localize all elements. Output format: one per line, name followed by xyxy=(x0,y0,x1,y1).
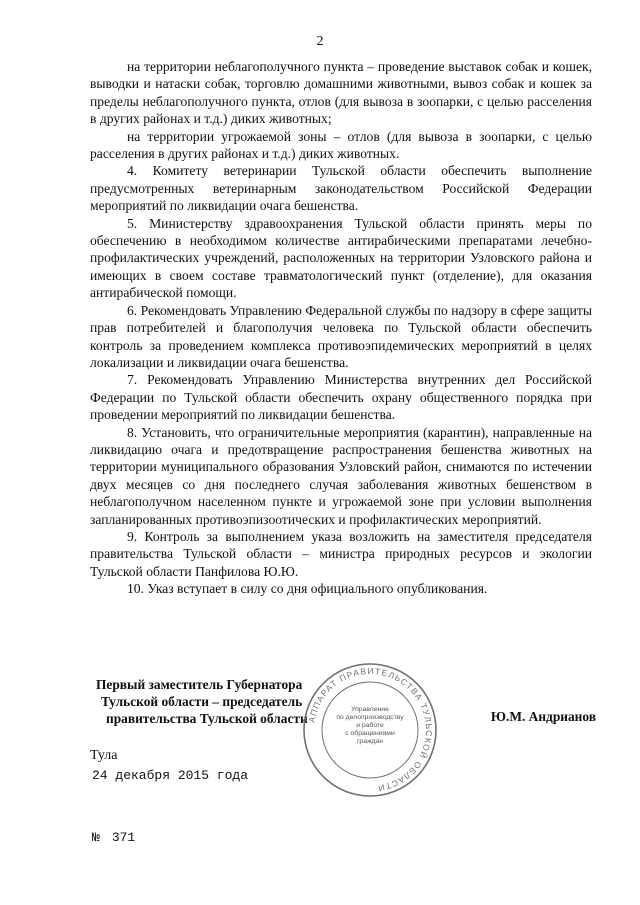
paragraph-item-8: 8. Установить, что ограничительные мероприятия (карантин), направленные на ликвидацию очага и предотвращение распространения бешенства животных на территории муниципального образования Узловский район, снимаются по истечении двух месяцев со дня последнего случая заболевания животных бешенством в неблагополучном населенном пункте и угрожаемой зоне при условии выполнения запланированных противоэпизоотических и профилактических мероприятий. xyxy=(90,424,592,527)
stamp-center-text xyxy=(330,706,410,746)
signatory-title-line: Тульской области – председатель xyxy=(101,694,303,709)
paragraph-item-6: 6. Рекомендовать Управлению Федеральной службы по надзору в сфере защиты прав потребителей и благополучия человека по Тульской области обеспечить контроль за проведением комплекса противоэпидемических мероприятий в целях локализации и ликвидации очага бешенства. xyxy=(90,302,592,370)
paragraph-item-10: 10. Указ вступает в силу со дня официального опубликования. xyxy=(127,581,488,597)
stamp-center-line: Управление xyxy=(351,706,389,713)
official-stamp xyxy=(300,660,440,800)
paragraph-item-4: 4. Комитету ветеринарии Тульской области обеспечить выполнение предусмотренных ветеринарным законодательством Российской Федерации мероприятий по ликвидации очага бешенства. xyxy=(90,163,592,214)
stamp-center-line: по делопроизводству xyxy=(336,714,404,721)
stamp-center-line: и работе xyxy=(356,722,384,729)
signatory-name: Ю.М. Андрианов xyxy=(490,709,596,724)
paragraph-item-9: 9. Контроль за выполнением указа возложить на заместителя председателя правительства Тульской области – министра природных ресурсов и экологии Тульской области Панфилова Ю.Ю. xyxy=(90,528,592,579)
stamp-ring-text: АППАРАТ ПРАВИТЕЛЬСТВА ТУЛЬСКОЙ ОБЛАСТИ xyxy=(306,665,435,794)
document-body xyxy=(90,58,592,598)
document-date: 24 декабря 2015 года xyxy=(92,768,249,783)
signatory-title-line: Первый заместитель Губернатора xyxy=(96,677,303,692)
page-number: 2 xyxy=(316,34,324,49)
stamp-center-line: с обращениями xyxy=(345,730,395,737)
signatory-title-line: правительства Тульской области xyxy=(106,711,308,726)
paragraph-item-5: 5. Министерству здравоохранения Тульской области принять меры по обеспечению в необходимом количестве антирабическими препаратами лечебно-профилактических учреждений, расположенных на территории Узловского района и имеющих в своем составе травматологический пункт (отделение), для оказания антирабической помощи. xyxy=(90,215,592,301)
document-number xyxy=(92,830,147,845)
paragraph-quarantine-threatened-zone: на территории угрожаемой зоны – отлов (для вывоза в зоопарки, с целью расселения в других районах и т.д.) диких животных. xyxy=(90,128,592,162)
place-of-signing: Тула xyxy=(90,748,118,763)
paragraph-quarantine-outbreak-area: на территории неблагополучного пункта – проведение выставок собак и кошек, выводки и натаски собак, торговлю домашними животными, вывоз собак и кошек за пределы неблагополучного пункта, отлов (для вывоза в зоопарки, с целью расселения в других районах и т.д.) диких животных; xyxy=(90,59,592,127)
stamp-center-line: граждан xyxy=(356,738,384,745)
number-sign: № xyxy=(92,830,100,845)
number-value: 371 xyxy=(111,830,136,845)
paragraph-item-7: 7. Рекомендовать Управлению Министерства внутренних дел Российской Федерации по Тульской области обеспечить охрану общественного порядка при проведении мероприятий по ликвидации бешенства. xyxy=(90,372,592,423)
